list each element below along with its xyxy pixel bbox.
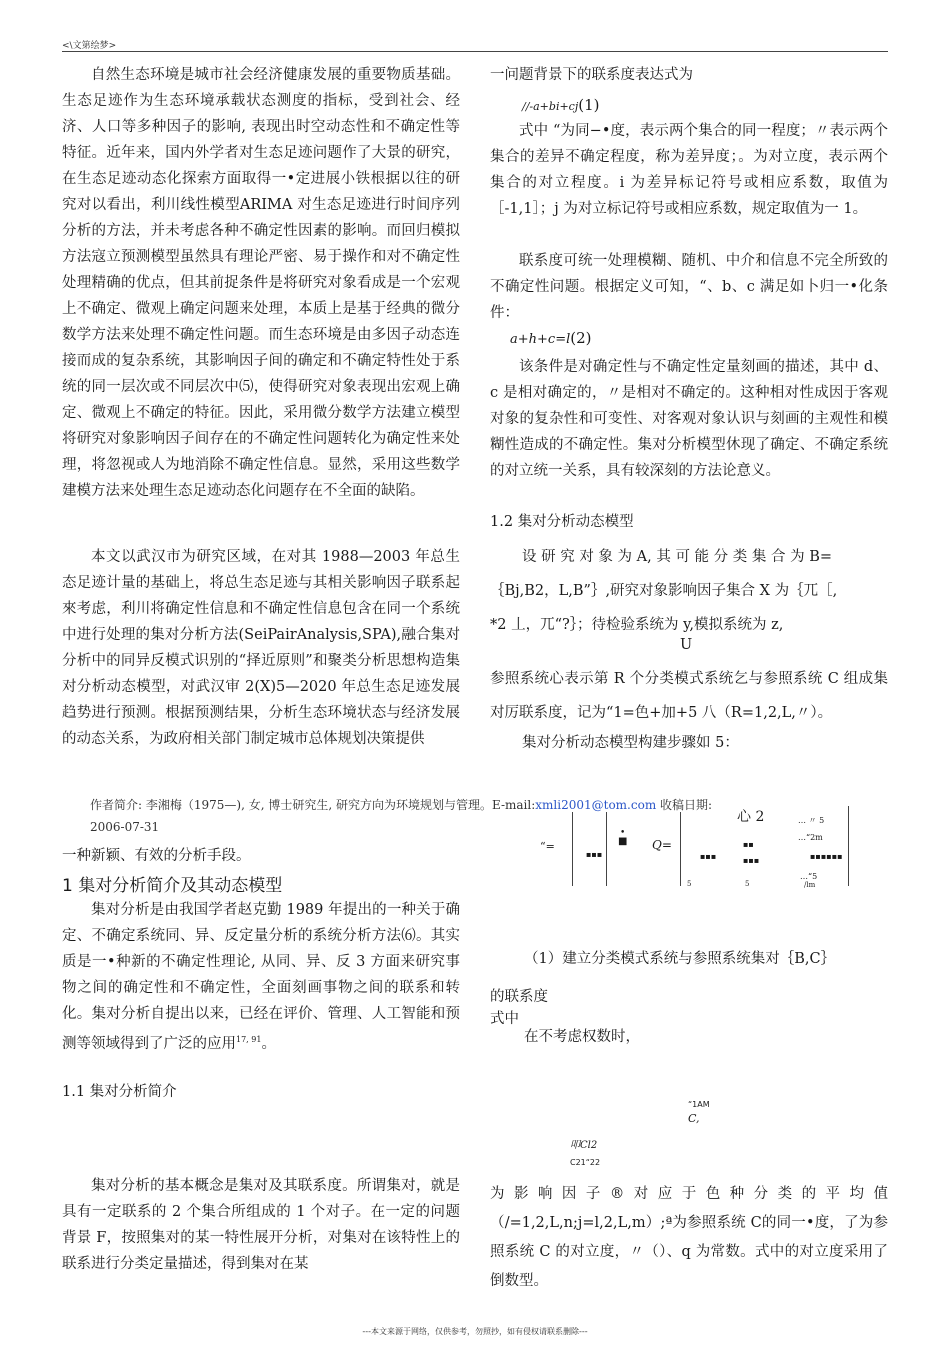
right-para-6: 参照系统心表示第 R 个分类模式系统乞与参照系统 C 组成集对厉联系度，记为“1=色+加+5 八（R=1,2,L,〃）。: [490, 671, 888, 721]
formula-frag-a: “1AM: [688, 1100, 710, 1109]
model-text-line-3: *2 丄，兀“?｝；待检验系统为 y,模拟系统为 z,: [490, 617, 784, 633]
right-para-11: 在不考虑权数时，: [524, 1029, 640, 1045]
matrix-right-bracket-2: [848, 806, 849, 886]
matrix-entry-2: …“2m: [798, 833, 823, 842]
author-footnote: [90, 796, 890, 813]
spa-intro-paragraph: [62, 897, 460, 1057]
right-para-7: 集对分析动态模型构建步骤如 5：: [522, 735, 739, 751]
footnote-text-b: 收稿日期:: [656, 798, 713, 812]
footnote-text-a: 作者简介: 李湘梅（1975—), 女, 博士研究生, 研究方向为环境规划与管理。E-mail:: [90, 798, 536, 812]
matrix-square: ■: [618, 836, 628, 847]
matrix-left-bracket-2: [606, 812, 607, 886]
matrix-dots-1: ▪▪▪: [586, 850, 603, 859]
section-1-2-heading: 1.2 集对分析动态模型: [490, 514, 634, 530]
formula-1: [522, 95, 600, 114]
right-para-10: 式中: [490, 1011, 519, 1027]
author-email-link[interactable]: xmli2001@tom.com: [535, 798, 657, 812]
right-para-9: 的联系度: [490, 989, 548, 1005]
right-para-1: 一问题背景下的联系度表达式为: [490, 67, 693, 83]
spa-intro-end: 。: [261, 1035, 276, 1052]
section-1-heading: 1 集对分析简介及其动态模型: [62, 876, 283, 896]
right-para-4: 该条件是对确定性与不确定性定量刻画的描述，其中 d、c 是相对确定的，〃是相对不确定的。这种相对性成因于客观对象的复杂性和可变性、对客观对象认识与刻画的主观性和模糊性造成的不确定性。集对分析模型休现了确定、不确定系统的对立统一关系，具有较深刻的方法论意义。: [490, 359, 888, 479]
received-date: 2006-07-31: [90, 820, 160, 834]
right-para-12: 为影响因子®对应于色种分类的平均值（/=1,2,L,n;j=l,2,L,m）;ª为参照系统 C的同一•度，了为参照系统 C 的对立度，〃（）、q 为常数。式中的对立度采用了倒数型。: [490, 1186, 888, 1289]
matrix-entry-b2: 5: [745, 880, 750, 888]
spa-intro-text: 集对分析是由我国学者赵克勤 1989 年提出的一种关于确定、不确定系统同、异、反定量分析的系统分析方法⑹。其实质是一•种新的不确定性理论, 从同、异、反 3 方面来研究事物之间的确定性和不确定性，全面刻画事物之间的联系和转化。集对分析自提出以来，已经在评价、管理、人工智能和预测等领域得到了广泛的应用: [62, 902, 460, 1052]
right-para-2: 式中 “为同−•度，表示两个集合的同一程度；〃表示两个集合的差异不确定程度，称为差异度；。为对立度，表示两个集合的对立程度。i 为差异标记符号或相应系数，取值为［-1,1］；j 为对立标记符号或相应系数，规定取值为一 1。: [490, 123, 888, 217]
matrix-dots-5: ▪▪▪▪▪▪: [810, 852, 843, 861]
citation-superscript: 17, 91: [236, 1035, 262, 1044]
right-para-3: 联系度可统一处理模糊、随机、中介和信息不完全所致的不确定性问题。根据定义可知，“、b、c 满足如卜归一•化条件：: [490, 253, 888, 321]
page-header: <\文第绘梦>: [62, 41, 117, 51]
matrix-left-bracket-1: [572, 812, 573, 886]
model-text-line-1: 设 研 究 对 象 为 A, 其 可 能 分 类 集 合 为 B=: [522, 549, 833, 565]
intro-paragraph-2: 本文以武汉市为研究区域，在对其 1988—2003 年总生态足迹计量的基础上，将总生态足迹与其相关影响因子联系起來考虑，利川将确定性信息和不确定性信息包含在同一个系统中进行处理的集对分析方法(SeiPairAnalysis,SPA),融合集对分析中的同异反模式识别的“择近原则”和聚类分析思想构造集对分析动态模型，对武汉审 2(X)5—2020 年总生态足迹发展趋势进行预测。根据预测结果，分析生态环境状态与经济发展的动态关系，为政府相关部门制定城市总体规划决策提供: [62, 549, 460, 747]
matrix-left-label: “=: [540, 840, 555, 853]
matrix-entry-b3: …“5: [800, 872, 818, 881]
matrix-dots-4: ▪▪▪: [743, 856, 760, 865]
section-1-1-heading: 1.1 集对分析简介: [62, 1084, 177, 1100]
formula-frag-d: C21“22: [570, 1158, 601, 1167]
formula-frag-c: 叩Cl2: [570, 1140, 598, 1151]
matrix-entry-1: … 〃 5: [798, 816, 825, 825]
matrix-dots-2: ▪▪▪: [700, 852, 717, 861]
formula-1-expression: //-a+bi+cj: [522, 100, 579, 113]
matrix-dots-3: ▪▪: [743, 840, 754, 849]
model-text-u: U: [680, 637, 693, 653]
model-text-line-2: ｛Bj,B2，L,B”｝,研究对象影响因子集合 X 为｛兀［,: [490, 583, 838, 599]
formula-2-expression: a+h+c=l: [510, 332, 571, 347]
formula-1-number: (1): [578, 96, 600, 114]
formula-2-number: (2): [570, 329, 592, 347]
matrix-entry-b1: 5: [687, 880, 692, 888]
matrix-right-bracket-1: [680, 812, 681, 886]
intro-paragraph-3: 一种新颖、有效的分析手段。: [62, 848, 251, 864]
formula-frag-b: C,: [688, 1112, 700, 1125]
right-para-8: （1）建立分类模式系统与参照系统集对｛B,C｝: [524, 951, 836, 967]
header-rule: [62, 51, 888, 52]
matrix-label-top: 心 2: [737, 809, 765, 825]
matrix-mark: •: [620, 828, 626, 838]
matrix-entry-b4: /lm: [804, 881, 816, 889]
intro-paragraph-1: 自然生态环境是城市社会经济健康发展的重要物质基础。生态足迹作为生态环境承载状态测度的指标，受到社会、经济、人口等多种因子的影响, 表现出时空动态性和不确定性等特征。近年来，国内外学者对生态足迹问题作了大景的研究，在生态足迹动态化探索方面取得一•定进展小铁根据以往的研究对以看出，利川线性模型ARIMA 对生态足迹进行时间序列分析的方法，并未考虑各种不确定性因素的影响。而回归模拟方法寇立预测模型虽然具有理论严密、易于操作和对不确定性处理精确的优点，但其前捉条件是将研究对象看成是一个宏观上不确定、微观上确定问题来处理，本质上是基于经典的微分数学方法来处理不确定性问题。而生态环境是由多因子动态连接而成的复杂系统，其影响因子间的确定和不确定特性处于系统的同一层次或不同层次中⑸，使得研究对象表现出宏观上确定、微观上不确定的特征。因此，采用微分数学方法建立模型将研究对象影响因子间存在的不确定性问题转化为确定性来处理，将忽视或人为地消除不确定性信息。显然，采用这些数学建模方法来处理生态足迹动态化问题存在不全面的缺陷。: [62, 67, 460, 499]
formula-2: [510, 328, 592, 347]
matrix-q-label: Q=: [652, 838, 672, 852]
concept-paragraph: 集对分析的基本概念是集对及其联系度。所谓集对，就是具有一定联系的 2 个集合所组成的 1 个对子。在一定的问题背景 F，按照集对的某一特性展开分析，对集对在该特性上的联系进行分类定量描述，得到集对在某: [62, 1178, 460, 1272]
page-footer: ---本文来源于网络，仅供参考，勿照抄，如有侵权请联系删除---: [362, 1327, 588, 1336]
